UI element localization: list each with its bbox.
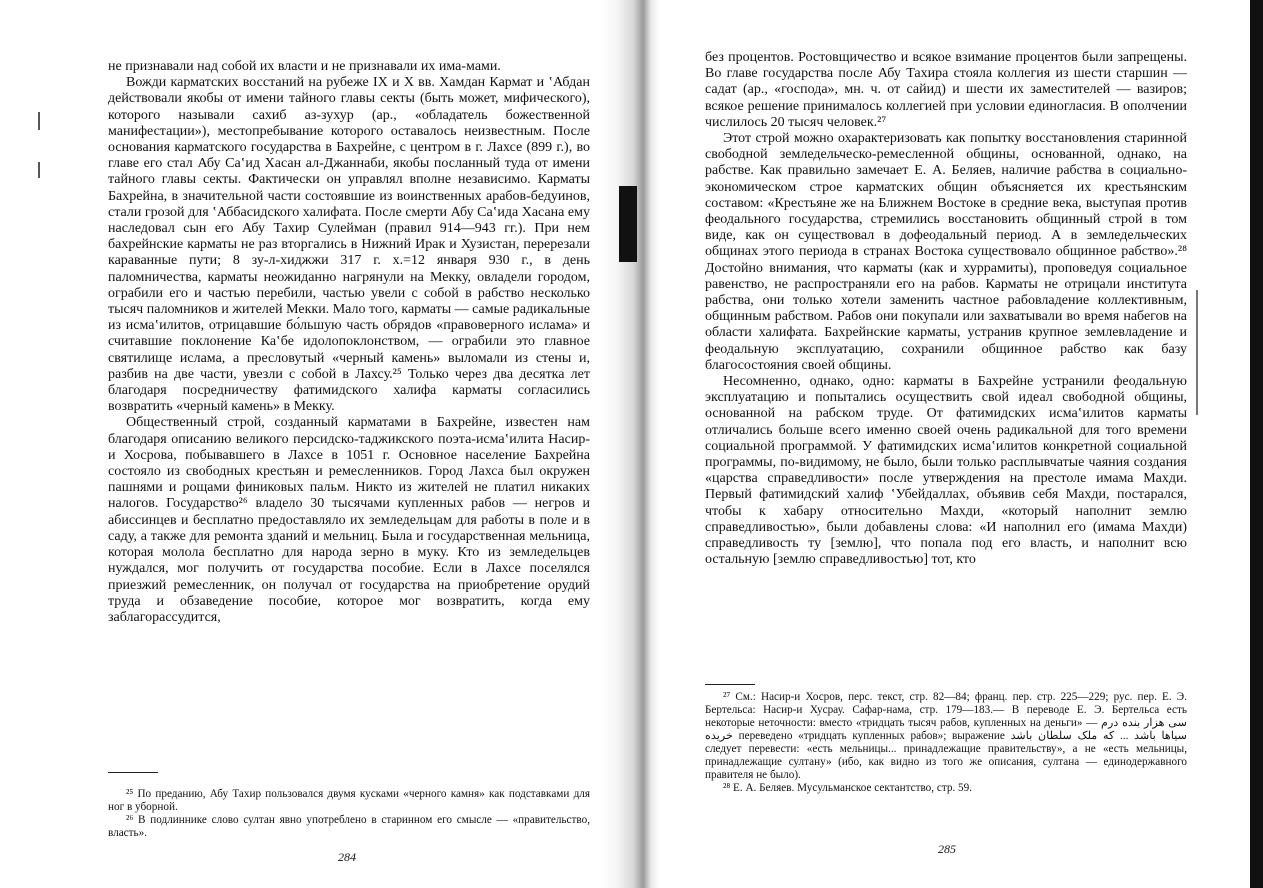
paragraph: не признавали над собой их власти и не признавали их има-мами. [108, 59, 501, 74]
right-page-footnotes [705, 691, 1187, 795]
footnote: ²⁷ См.: Насир-и Хосров, перс. текст, стр. 82—84; франц. пер. стр. 225—229; рус. пер. Е. Э. Бертельса: Насир-и Хусрау. Сафар-нама, стр. 179—183.— В переводе Е. Э. Бертельса есть некоторые неточности: вместо «тридцать тысяч рабов, купленных на деньги» — سی هزار بنده درم خریده переведено «тридцать купленных рабов»; выражение سیاها باشد ... که ملک سلطان باشد следует перевести: «есть мельницы... принадлежащие правительству», а не «есть мельницы, принадлежащие султану» (ибо, как видно из того же описания, султана — единодержавного правителя не было). [705, 691, 1187, 781]
left-page-body [108, 59, 590, 626]
footnote-rule [108, 772, 158, 773]
right-page-body [705, 50, 1187, 569]
footnote: ²⁵ По преданию, Абу Тахир пользовался двумя кусками «черного камня» как подставками для ног в уборной. [108, 788, 590, 813]
paragraph: Вожди карматских восстаний на рубеже IX и X вв. Хамдан Кармат и ʽАбдан действовали якобы от имени тайного главы секты (быть может, мифического), которого называли сахиб аз-зухур (ар., «обладатель божественной манифестации»), местопребывание которого оставалось неизвестным. После основания карматского государства в Бахрейне, с центром в г. Лахсе (899 г.), во главе его стал Абу Саʽид Хасан ал-Джаннаби, якобы посланный туда от имени тайного главы секты. Фактически он управлял вполне независимо. Карматы Бахрейна, в значительной части состоявшие из воинственных арабов-бедуинов, стали грозой для ʽАббасидского халифата. После смерти Абу Саʽида Хасана ему наследовал сын его Абу Тахир Сулейман (правил 914—943 гг.). При нем бахрейнские карматы не раз вторгались в Нижний Ирак и Хузистан, перерезали караванные пути; 8 зу-л-хиджжи 317 г. х.=12 января 930 г., в день паломничества, карматы неожиданно нагрянули на Мекку, овладели городом, ограбили его и частью перебили, частью увели с собой в рабство несколько тысяч паломников и жителей Мекки. Мало того, карматы — самые радикальные из исмаʽилитов, отрицавшие бо́льшую часть обрядов «правоверного ислама» и считавшие поклонение Каʽбе идолопоклонством, — ограбили это главное святилище ислама, а пресловутый «черный камень» выломали из стены и, разбив на две части, увезли с собой в Лахсу.²⁵ Только через два десятка лет благодаря посредничеству фатимидского халифа карматы согласились возвратить «черный камень» в Мекку. [108, 75, 590, 415]
footnote-rule [705, 684, 755, 685]
paragraph: Несомненно, однако, одно: карматы в Бахрейне устранили феодальную эксплуатацию и попытались осуществить свой идеал свободной общины, основанной на рабском труде. От фатимидских исмаʽилитов карматы отличались больше всего именно своей очень радикальной для того времени социальной программой. У фатимидских исмаʽилитов конкретной социальной программы, по-видимому, не было, были только расплывчатые чаяния создания «царства справедливости» после утверждения на престоле имама Махди. Первый фатимидский халиф ʽУбейдаллах, объявив себя Махди, постарался, чтобы к хабару относительно Махди, «который наполнит землю справедливостью», были добавлены слова: «И наполнил его (имама Махди) справедливость ту [землю], что попала под его власть, и наполнит всю остальную [землю справедливостью] тот, кто [705, 374, 1187, 568]
footnote: ²⁸ Е. А. Беляев. Мусульманское сектантство, стр. 59. [723, 782, 973, 794]
page-number: 284 [338, 850, 356, 864]
footnote: ²⁶ В подлиннике слово султан явно употреблено в старинном его смысле — «правительство, власть». [108, 814, 590, 839]
paragraph: Общественный строй, созданный карматами в Бахрейне, известен нам благодаря описанию великого персидско-таджикского поэта-исмаʽилита Насир-и Хосрова, побывавшего в Лахсе в 1051 г. Основное население Бахрейна состояло из свободных крестьян и ремесленников. Город Лахса был окружен пашнями и рощами финиковых пальм. Никто из жителей не платил никаких налогов. Государство²⁶ владело 30 тысячами купленных рабов — негров и абиссинцев и бесплатно предоставляло их земледельцам для работы в поле и в саду, а также для ремонта зданий и мельниц. Была и государственная мельница, которая молола бесплатно для народа зерно в муку. Кто из земледельцев нуждался, мог получить от государства пособие. Если в Лахсе поселялся приезжий ремесленник, он получал от государства на приобретение орудий труда и обзаведение пособие, которое мог возвратить, когда ему заблагорассудится, [108, 415, 590, 625]
paragraph: Этот строй можно охарактеризовать как попытку восстановления старинной свободной земледельческо-ремесленной общины, основанной, однако, на рабстве. Как правильно замечает Е. А. Беляев, наличие рабства в социально-экономическом строе карматских общин объясняется их крестьянским составом: «Крестьяне же на Ближнем Востоке в средние века, выступая против феодального государства, стремились восстановить общинный строй в том виде, как он существовал в дофеодальный период. А в земледельческих общинах этого периода в странах Востока существовало общинное рабство».²⁸ Достойно внимания, что карматы (как и хуррамиты), проповедуя социальное равенство, не распространяли его на рабов. Карматы не отрицали института рабства, они только хотели заменить частное рабовладение коллективным, общинным рабством. Рабов они покупали или захватывали во время набегов на области халифата. Бахрейнские карматы, устранив крупное землевладение и феодальную эксплуатацию, сохранили общинное рабство как базу благосостояния своей общины. [705, 131, 1187, 373]
page-number: 285 [938, 842, 956, 856]
paragraph: без процентов. Ростовщичество и всякое взимание процентов были запрещены. Во главе государства после Абу Тахира стояла коллегия из шести старшин — садат (ар., «господа», мн. ч. от сайид) и шести их заместителей — вазиров; всякое решение принималось коллегией при условии единогласия. В ополчении числилось 20 тысяч человек.²⁷ [705, 50, 1187, 130]
left-page-footnotes [108, 788, 590, 840]
